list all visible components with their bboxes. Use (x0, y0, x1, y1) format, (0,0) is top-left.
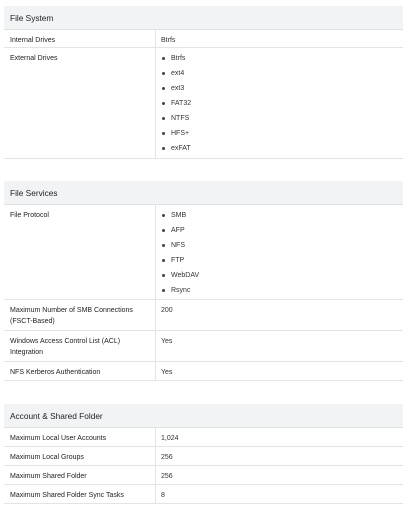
bullet-list (161, 53, 397, 158)
spec-row (4, 300, 403, 331)
spec-row (4, 30, 403, 48)
spec-label: Maximum Shared Folder Sync Tasks (4, 485, 156, 503)
spec-value: 256 (161, 454, 173, 461)
spec-row (4, 447, 403, 466)
list-item: Rsync (161, 285, 397, 300)
list-item: exFAT (161, 143, 397, 158)
spec-value (156, 205, 403, 299)
bullet-list (161, 210, 397, 300)
spec-label: Maximum Local Groups (4, 447, 156, 465)
spec-value: Yes (161, 369, 173, 376)
list-item: HFS+ (161, 128, 397, 143)
section-account-shared-folder (4, 404, 403, 504)
list-item: NTFS (161, 113, 397, 128)
spec-row (4, 485, 403, 504)
list-item: FTP (161, 255, 397, 270)
spec-label: External Drives (4, 48, 156, 158)
list-item: FAT32 (161, 98, 397, 113)
spec-label: Maximum Local User Accounts (4, 428, 156, 446)
spec-value: 1,024 (161, 435, 179, 442)
list-item: SMB (161, 210, 397, 225)
list-item: ext3 (161, 83, 397, 98)
spec-value: 200 (161, 307, 173, 314)
spec-value: 256 (161, 473, 173, 480)
section-title: File System (4, 6, 403, 30)
section-title: File Services (4, 181, 403, 205)
spec-row (4, 48, 403, 159)
spec-value: Yes (161, 338, 173, 345)
section-title: Account & Shared Folder (4, 404, 403, 428)
spec-label: Internal Drives (4, 30, 156, 47)
list-item: Btrfs (161, 53, 397, 68)
spec-label: Maximum Shared Folder (4, 466, 156, 484)
section-file-system (4, 6, 403, 159)
spec-label: NFS Kerberos Authentication (4, 362, 156, 380)
list-item: NFS (161, 240, 397, 255)
spec-label: File Protocol (4, 205, 156, 299)
spec-row (4, 362, 403, 381)
spec-row (4, 205, 403, 300)
spec-row (4, 428, 403, 447)
spec-label: Maximum Number of SMB Connections (FSCT-Based) (4, 300, 156, 330)
list-item: AFP (161, 225, 397, 240)
spec-row (4, 466, 403, 485)
list-item: ext4 (161, 68, 397, 83)
section-file-services (4, 181, 403, 381)
list-item: WebDAV (161, 270, 397, 285)
spec-label: Windows Access Control List (ACL) Integration (4, 331, 156, 361)
spec-value (156, 48, 403, 158)
spec-value: Btrfs (161, 37, 176, 44)
spec-row (4, 331, 403, 362)
spec-value: 8 (161, 492, 165, 499)
